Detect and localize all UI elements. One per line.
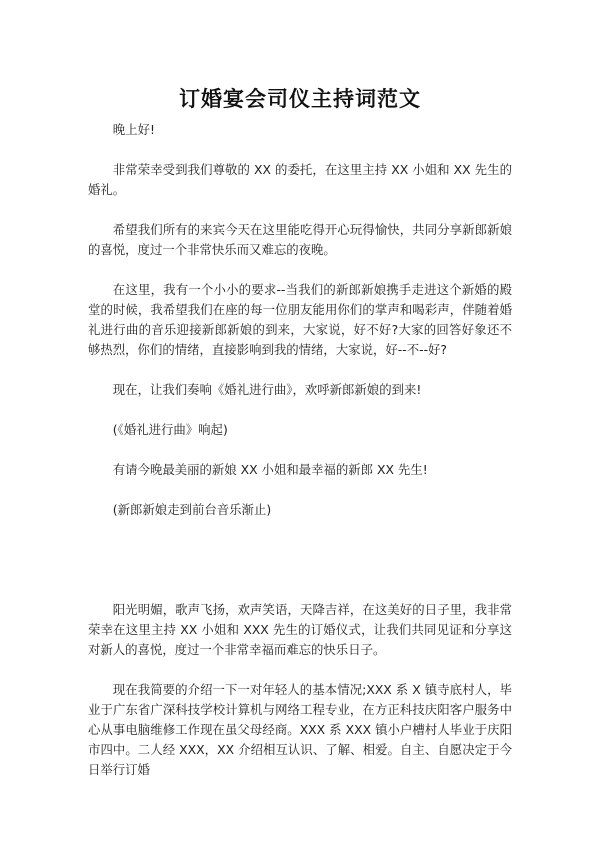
document-body bbox=[88, 120, 512, 800]
paragraph-stage-direction: (新郎新娘走到前台音乐渐止) bbox=[112, 502, 272, 517]
paragraph: 阳光明媚，歌声飞扬，欢声笑语，天降吉祥，在这美好的日子里，我非常荣幸在这里主持 XX 小姐和 XXX 先生的订婚仪式，让我们共同见证和分享这对新人的喜悦，度过一个非常幸福而难忘的快乐日子。 bbox=[88, 602, 512, 657]
paragraph-stage-direction: (《婚礼进行曲》响起) bbox=[112, 422, 228, 437]
paragraph: 非常荣幸受到我们尊敬的 XX 的委托，在这里主持 XX 小姐和 XX 先生的婚礼。 bbox=[88, 162, 512, 197]
paragraph: 现在我简要的介绍一下一对年轻人的基本情况;XXX 系 X 镇寺底村人，毕业于广东省广深科技学校计算机与网络工程专业，在方正科技庆阳客户服务中心从事电脑维修工作现在虽父母经商。XXX 系 XXX 镇小户槽村人毕业于庆阳市四中。二人经 XXX，XX 介绍相互认识、了解、相爱。自主、自愿决定于今日举行订婚 bbox=[88, 682, 512, 777]
section-gap bbox=[88, 540, 512, 600]
paragraph: 有请今晚最美丽的新娘 XX 小姐和最幸福的新郎 XX 先生! bbox=[112, 462, 428, 477]
paragraph-greeting: 晚上好! bbox=[112, 122, 155, 137]
paragraph: 希望我们所有的来宾今天在这里能吃得开心玩得愉快，共同分享新郎新娘的喜悦，度过一个非常快乐而又难忘的夜晚。 bbox=[88, 222, 512, 257]
paragraph: 在这里，我有一个小小的要求--当我们的新郎新娘携手走进这个新婚的殿堂的时候，我希望我们在座的每一位朋友能用你们的掌声和喝彩声，伴随着婚礼进行曲的音乐迎接新郎新娘的到来，大家说，好不好?大家的回答好象还不够热烈，你们的情绪，直接影响到我的情绪，大家说，好--不--好? bbox=[88, 282, 512, 357]
paragraph: 现在，让我们奏响《婚礼进行曲》，欢呼新郎新娘的到来! bbox=[112, 382, 422, 397]
document-title: 订婚宴会司仪主持词范文 bbox=[179, 87, 421, 111]
